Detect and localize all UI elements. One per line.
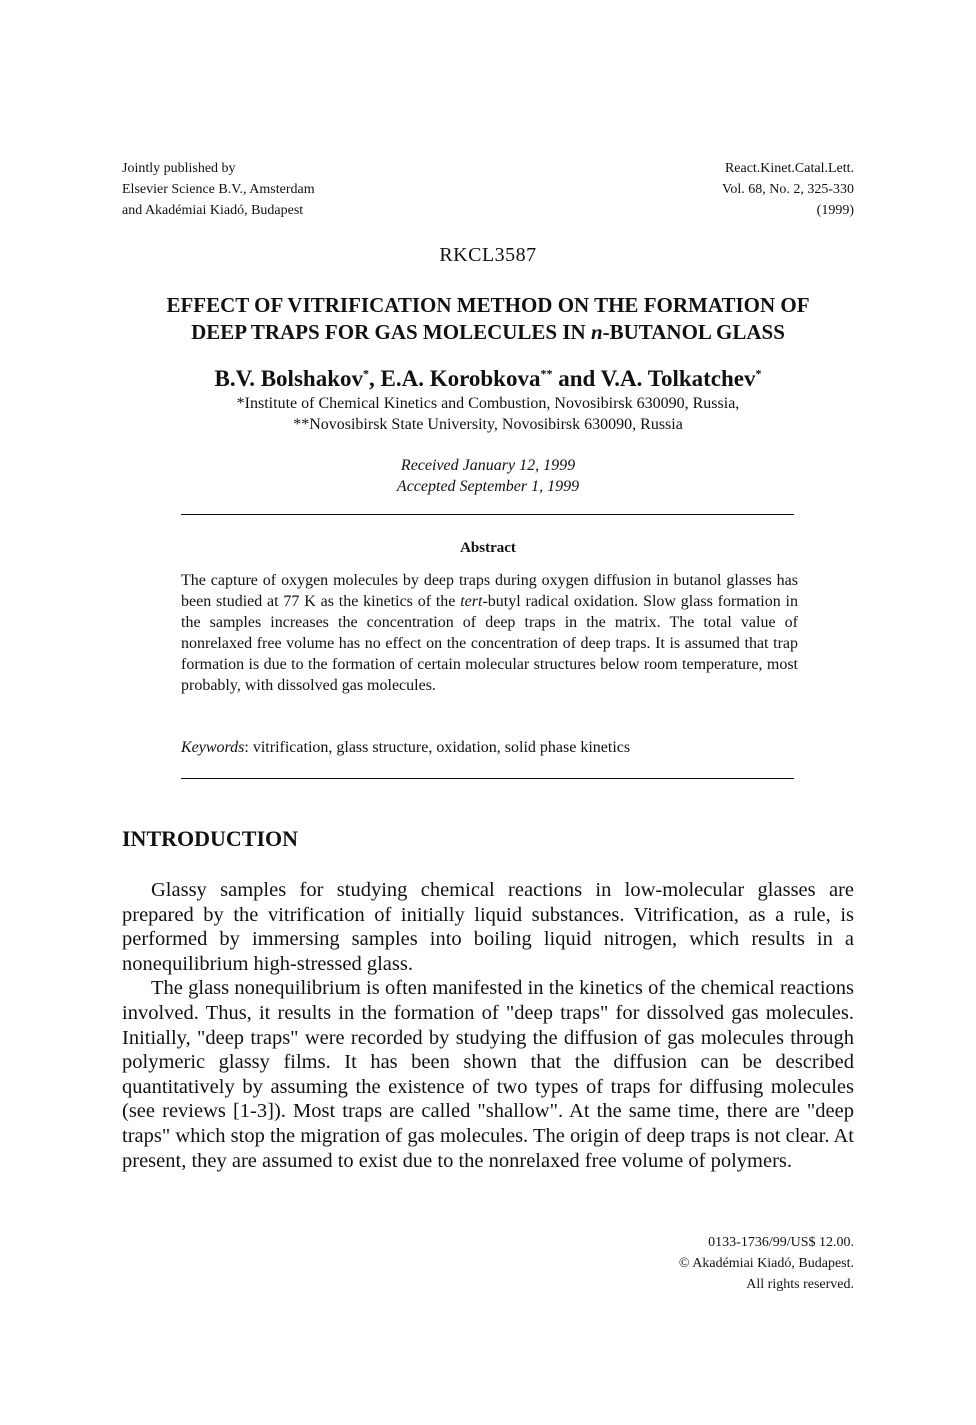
author-mark: ** xyxy=(540,366,553,381)
received-date: Received January 12, 1999 xyxy=(400,457,576,474)
publisher-block xyxy=(122,158,315,221)
body-text xyxy=(122,878,854,1173)
publisher-line: and Akadémiai Kiadó, Budapest xyxy=(122,203,304,218)
divider-top xyxy=(181,514,794,515)
title-line-1: EFFECT OF VITRIFICATION METHOD ON THE FORMATION OF xyxy=(166,293,810,317)
journal-year: (1999) xyxy=(816,203,854,218)
paragraph: Glassy samples for studying chemical reactions in low-molecular glasses are prepared by the vitrification of initially liquid substances. Vitrification, as a rule, is performed by immersing samples into boiling liquid nitrogen, which results in a nonequilibrium high-stressed glass. xyxy=(122,879,854,975)
affiliation-line: **Novosibirsk State University, Novosibirsk 630090, Russia xyxy=(293,416,683,433)
accepted-date: Accepted September 1, 1999 xyxy=(396,478,580,495)
author-mark: * xyxy=(755,366,762,381)
issn-price: 0133-1736/99/US$ 12.00. xyxy=(708,1235,854,1250)
article-code: RKCL3587 xyxy=(439,244,537,266)
keywords xyxy=(181,737,798,758)
abstract-body xyxy=(181,570,798,696)
author-list xyxy=(0,366,976,392)
abstract-text: The capture of oxygen molecules by deep traps during oxygen diffusion in butanol glasses has been studied at 77 K as the kinetics of the xyxy=(181,572,798,610)
affiliations xyxy=(0,393,976,435)
author-separator: and xyxy=(552,366,601,391)
author-name: E.A. Korobkova xyxy=(380,366,541,391)
journal-citation-block xyxy=(722,158,854,221)
divider-bottom xyxy=(181,778,794,779)
abstract-italic: tert xyxy=(460,593,483,610)
author-mark: * xyxy=(363,366,369,381)
paragraph: The glass nonequilibrium is often manifested in the kinetics of the chemical reactions involved. Thus, it results in the formation of "deep traps" for dissolved gas molecules. Initially, "deep traps" were recorded by studying the diffusion of gas molecules through polymeric glassy films. It has been shown that the diffusion can be described quantitatively by assuming the existence of two types of traps for diffusing molecules (see reviews [1-3]). Most traps are called "shallow". At the same time, there are "deep traps" which stop the migration of gas molecules. The origin of deep traps is not clear. At present, they are assumed to exist due to the nonrelaxed free volume of polymers. xyxy=(122,977,854,1172)
submission-dates xyxy=(0,455,976,497)
title-text: -BUTANOL GLASS xyxy=(602,320,785,344)
keywords-label: Keywords xyxy=(181,739,245,756)
keywords-text: : vitrification, glass structure, oxidation, solid phase kinetics xyxy=(244,739,631,756)
author-name: B.V. Bolshakov xyxy=(214,366,363,391)
affiliation-line: *Institute of Chemical Kinetics and Combustion, Novosibirsk 630090, Russia, xyxy=(236,395,740,412)
section-heading: INTRODUCTION xyxy=(122,826,299,851)
copyright-block xyxy=(679,1232,854,1295)
title-italic-n: n xyxy=(590,320,603,344)
title-text: DEEP TRAPS FOR GAS MOLECULES IN xyxy=(191,320,591,344)
author-separator: , xyxy=(369,366,381,391)
publisher-line: Jointly published by xyxy=(122,161,236,176)
copyright-line: © Akadémiai Kiadó, Budapest. xyxy=(678,1256,854,1271)
abstract-heading: Abstract xyxy=(460,540,516,556)
author-name: V.A. Tolkatchev xyxy=(600,366,756,391)
rights-line: All rights reserved. xyxy=(746,1277,854,1292)
journal-name: React.Kinet.Catal.Lett. xyxy=(724,161,854,176)
journal-volume: Vol. 68, No. 2, 325-330 xyxy=(722,182,854,197)
abstract-text: -butyl radical oxidation. Slow glass formation in the samples increases the concentration of deep traps in the matrix. The total value of nonrelaxed free volume has no effect on the concentration of deep traps. It is assumed that trap formation is due to the formation of certain molecular structures below room temperature, most probably, with dissolved gas molecules. xyxy=(181,593,798,694)
title-line-2 xyxy=(100,319,876,346)
publisher-line: Elsevier Science B.V., Amsterdam xyxy=(122,182,315,197)
paper-title xyxy=(100,292,876,346)
